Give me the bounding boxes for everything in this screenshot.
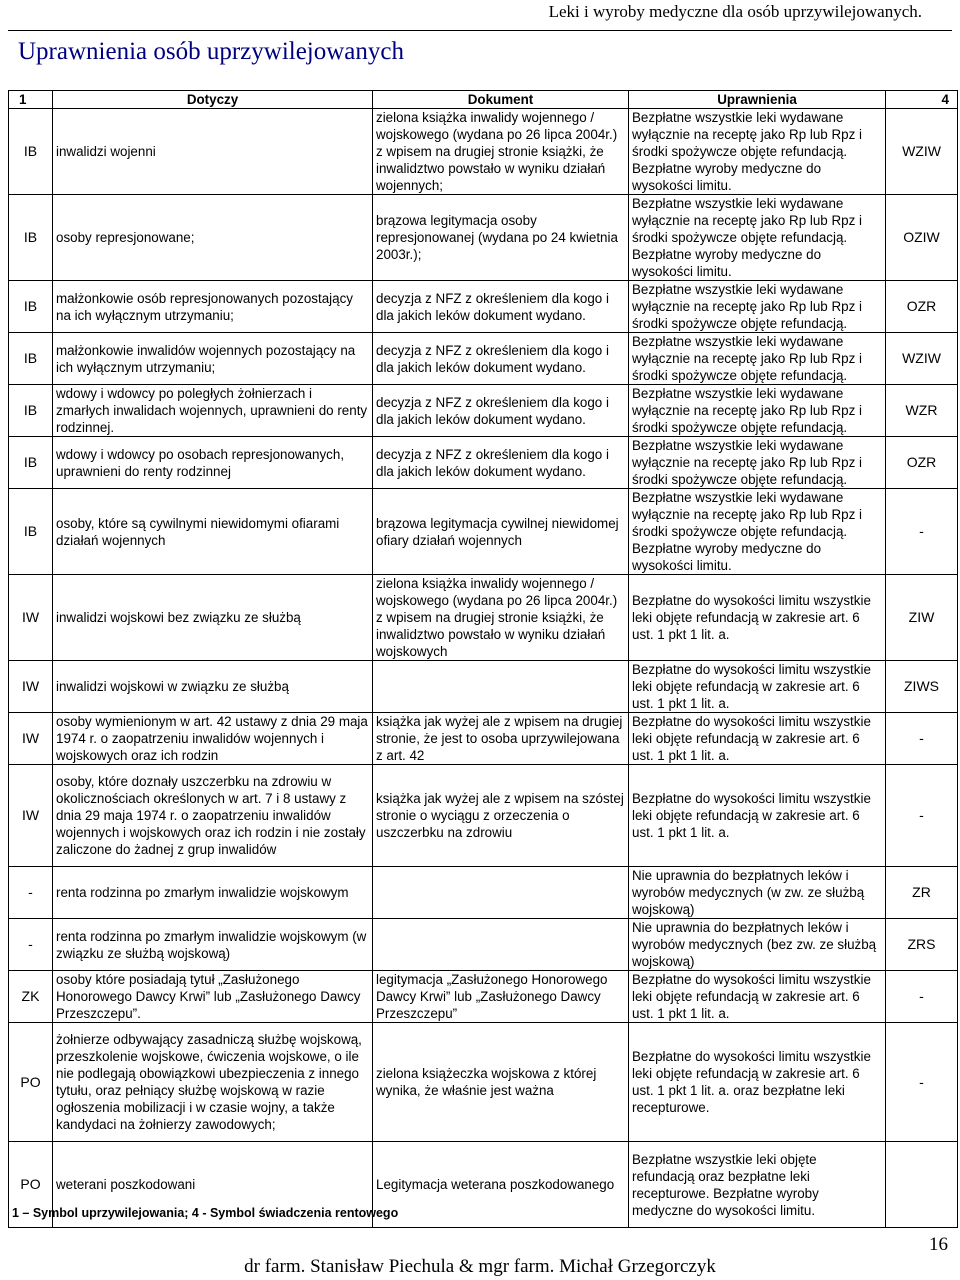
header-col-1: 1 — [9, 91, 53, 109]
row-symbol: IW — [9, 713, 53, 765]
row-pension-code: WZIW — [886, 333, 958, 385]
row-rights: Bezpłatne wszystkie leki objęte refundacją oraz bezpłatne leki recepturowe. Bezpłatne wyroby medyczne do wysokości limitu. — [629, 1142, 886, 1228]
row-document: brązowa legitymacja osoby represjonowanej (wydana po 24 kwietnia 2003r.); — [373, 195, 629, 281]
table-row — [9, 437, 958, 489]
row-category: inwalidzi wojenni — [53, 109, 373, 195]
row-pension-code: OZR — [886, 281, 958, 333]
row-symbol: IW — [9, 765, 53, 867]
header-col-4: 4 — [886, 91, 958, 109]
table-header-row — [9, 91, 958, 109]
row-pension-code: - — [886, 971, 958, 1023]
row-pension-code: ZRS — [886, 919, 958, 971]
row-document: zielona książeczka wojskowa z której wynika, że właśnie jest ważna — [373, 1023, 629, 1142]
row-rights: Bezpłatne wszystkie leki wydawane wyłącznie na receptę jako Rp lub Rpz i środki spożywcze objęte refundacją. Bezpłatne wyroby medyczne do wysokości limitu. — [629, 109, 886, 195]
row-document: Legitymacja weterana poszkodowanego — [373, 1142, 629, 1228]
row-pension-code — [886, 1142, 958, 1228]
row-pension-code: WZR — [886, 385, 958, 437]
row-rights: Bezpłatne wszystkie leki wydawane wyłącznie na receptę jako Rp lub Rpz i środki spożywcze objęte refundacją. — [629, 333, 886, 385]
row-rights: Bezpłatne do wysokości limitu wszystkie leki objęte refundacją w zakresie art. 6 ust. 1 pkt 1 lit. a. — [629, 575, 886, 661]
row-category: osoby, które doznały uszczerbku na zdrowiu w okolicznościach określonych w art. 7 i 8 ustawy z dnia 29 maja 1974 r. o zaopatrzeniu inwalidów wojennych i wojskowych oraz ich rodzin i nie zostały zaliczone do żadnej z grup inwalidów — [53, 765, 373, 867]
row-pension-code: - — [886, 1023, 958, 1142]
row-document: decyzja z NFZ z określeniem dla kogo i dla jakich leków dokument wydano. — [373, 281, 629, 333]
row-pension-code: - — [886, 713, 958, 765]
privileges-table — [8, 90, 958, 1228]
table-body — [9, 109, 958, 1228]
row-pension-code: ZR — [886, 867, 958, 919]
row-document: decyzja z NFZ z określeniem dla kogo i dla jakich leków dokument wydano. — [373, 333, 629, 385]
row-category: wdowy i wdowcy po poległych żołnierzach i zmarłych inwalidach wojennych, uprawnieni do renty rodzinnej. — [53, 385, 373, 437]
row-rights: Bezpłatne wszystkie leki wydawane wyłącznie na receptę jako Rp lub Rpz i środki spożywcze objęte refundacją. — [629, 385, 886, 437]
header-col-uprawnienia: Uprawnienia — [629, 91, 886, 109]
row-category: inwalidzi wojskowi w związku ze służbą — [53, 661, 373, 713]
row-document: legitymacja „Zasłużonego Honorowego Dawcy Krwi” lub „Zasłużonego Dawcy Przeszczepu” — [373, 971, 629, 1023]
row-symbol: PO — [9, 1023, 53, 1142]
table-row — [9, 109, 958, 195]
header-col-dotyczy: Dotyczy — [53, 91, 373, 109]
row-pension-code: ZIWS — [886, 661, 958, 713]
row-symbol: IW — [9, 575, 53, 661]
row-rights: Nie uprawnia do bezpłatnych leków i wyrobów medycznych (w zw. ze służbą wojskową) — [629, 867, 886, 919]
row-document: zielona książka inwalidy wojennego / wojskowego (wydana po 26 lipca 2004r.) z wpisem na drugiej stronie książki, że inwalidztwo powstało w wyniku działań wojennych; — [373, 109, 629, 195]
table-row — [9, 713, 958, 765]
row-rights: Bezpłatne do wysokości limitu wszystkie leki objęte refundacją w zakresie art. 6 ust. 1 pkt 1 lit. a. oraz bezpłatne leki recepturowe. — [629, 1023, 886, 1142]
table-row — [9, 919, 958, 971]
row-symbol: ZK — [9, 971, 53, 1023]
row-pension-code: OZR — [886, 437, 958, 489]
row-pension-code: - — [886, 765, 958, 867]
table-row — [9, 971, 958, 1023]
row-pension-code: WZIW — [886, 109, 958, 195]
row-category: osoby które posiadają tytuł „Zasłużonego Honorowego Dawcy Krwi” lub „Zasłużonego Dawcy Przeszczepu”. — [53, 971, 373, 1023]
page-number: 16 — [929, 1234, 948, 1255]
header-rule — [8, 30, 952, 31]
row-pension-code: ZIW — [886, 575, 958, 661]
row-symbol: IB — [9, 437, 53, 489]
row-document: książka jak wyżej ale z wpisem na szóstej stronie o wyciągu z orzeczenia o uszczerbku na zdrowiu — [373, 765, 629, 867]
row-symbol: IB — [9, 385, 53, 437]
row-category: osoby, które są cywilnymi niewidomymi ofiarami działań wojennych — [53, 489, 373, 575]
table-footnote: 1 – Symbol uprzywilejowania; 4 - Symbol świadczenia rentowego — [12, 1206, 399, 1220]
row-document — [373, 867, 629, 919]
row-rights: Bezpłatne wszystkie leki wydawane wyłącznie na receptę jako Rp lub Rpz i środki spożywcze objęte refundacją. Bezpłatne wyroby medyczne do wysokości limitu. — [629, 489, 886, 575]
row-document — [373, 661, 629, 713]
table-row — [9, 195, 958, 281]
table-row — [9, 867, 958, 919]
row-category: osoby wymienionym w art. 42 ustawy z dnia 29 maja 1974 r. o zaopatrzeniu inwalidów wojennych i wojskowych oraz ich rodzin — [53, 713, 373, 765]
row-symbol: IW — [9, 661, 53, 713]
row-category: małżonkowie osób represjonowanych pozostający na ich wyłącznym utrzymaniu; — [53, 281, 373, 333]
row-category: osoby represjonowane; — [53, 195, 373, 281]
row-symbol: IB — [9, 109, 53, 195]
table-row — [9, 575, 958, 661]
row-rights: Bezpłatne wszystkie leki wydawane wyłącznie na receptę jako Rp lub Rpz i środki spożywcze objęte refundacją. — [629, 437, 886, 489]
table-row — [9, 1023, 958, 1142]
row-document: decyzja z NFZ z określeniem dla kogo i dla jakich leków dokument wydano. — [373, 437, 629, 489]
row-category: małżonkowie inwalidów wojennych pozostający na ich wyłącznym utrzymaniu; — [53, 333, 373, 385]
row-symbol: IB — [9, 195, 53, 281]
row-symbol: IB — [9, 281, 53, 333]
row-category: inwalidzi wojskowi bez związku ze służbą — [53, 575, 373, 661]
row-document: książka jak wyżej ale z wpisem na drugiej stronie, że jest to osoba uprzywilejowana z art. 42 — [373, 713, 629, 765]
page-title: Uprawnienia osób uprzywilejowanych — [18, 38, 404, 65]
row-pension-code: OZIW — [886, 195, 958, 281]
running-header: Leki i wyroby medyczne dla osób uprzywilejowanych. — [548, 2, 922, 21]
row-rights: Bezpłatne wszystkie leki wydawane wyłącznie na receptę jako Rp lub Rpz i środki spożywcze objęte refundacją. Bezpłatne wyroby medyczne do wysokości limitu. — [629, 195, 886, 281]
table-row — [9, 489, 958, 575]
row-rights: Bezpłatne do wysokości limitu wszystkie leki objęte refundacją w zakresie art. 6 ust. 1 pkt 1 lit. a. — [629, 713, 886, 765]
row-symbol: IB — [9, 333, 53, 385]
row-category: renta rodzinna po zmarłym inwalidzie wojskowym — [53, 867, 373, 919]
table-row — [9, 333, 958, 385]
row-document: decyzja z NFZ z określeniem dla kogo i dla jakich leków dokument wydano. — [373, 385, 629, 437]
row-rights: Bezpłatne do wysokości limitu wszystkie leki objęte refundacją w zakresie art. 6 ust. 1 pkt 1 lit. a. — [629, 971, 886, 1023]
row-rights: Bezpłatne do wysokości limitu wszystkie leki objęte refundacją w zakresie art. 6 ust. 1 pkt 1 lit. a. — [629, 661, 886, 713]
row-symbol: - — [9, 919, 53, 971]
table-row — [9, 281, 958, 333]
row-category: żołnierze odbywający zasadniczą służbę wojskową, przeszkolenie wojskowe, ćwiczenia wojskowe, o ile nie podlegają obowiązkowi ubezpieczenia z innego tytułu, oraz pełniący służbę wojskową w razie ogłoszenia mobilizacji i w czasie wojny, a także kandydaci na żołnierzy zawodowych; — [53, 1023, 373, 1142]
row-document: zielona książka inwalidy wojennego / wojskowego (wydana po 26 lipca 2004r.) z wpisem na drugiej stronie książki, że inwalidztwo powstało w wyniku działań wojskowych — [373, 575, 629, 661]
row-document — [373, 919, 629, 971]
row-document: brązowa legitymacja cywilnej niewidomej ofiary działań wojennych — [373, 489, 629, 575]
row-rights: Bezpłatne wszystkie leki wydawane wyłącznie na receptę jako Rp lub Rpz i środki spożywcze objęte refundacją. — [629, 281, 886, 333]
row-category: weterani poszkodowani — [53, 1142, 373, 1228]
table-row — [9, 661, 958, 713]
authors-footer: dr farm. Stanisław Piechula & mgr farm. Michał Grzegorczyk — [244, 1256, 716, 1277]
row-symbol: - — [9, 867, 53, 919]
row-rights: Bezpłatne do wysokości limitu wszystkie leki objęte refundacją w zakresie art. 6 ust. 1 pkt 1 lit. a. — [629, 765, 886, 867]
table-row — [9, 385, 958, 437]
header-col-dokument: Dokument — [373, 91, 629, 109]
row-category: wdowy i wdowcy po osobach represjonowanych, uprawnieni do renty rodzinnej — [53, 437, 373, 489]
row-pension-code: - — [886, 489, 958, 575]
row-rights: Nie uprawnia do bezpłatnych leków i wyrobów medycznych (bez zw. ze służbą wojskową) — [629, 919, 886, 971]
row-category: renta rodzinna po zmarłym inwalidzie wojskowym (w związku ze służbą wojskową) — [53, 919, 373, 971]
table-row — [9, 765, 958, 867]
row-symbol: IB — [9, 489, 53, 575]
row-symbol: PO — [9, 1142, 53, 1228]
